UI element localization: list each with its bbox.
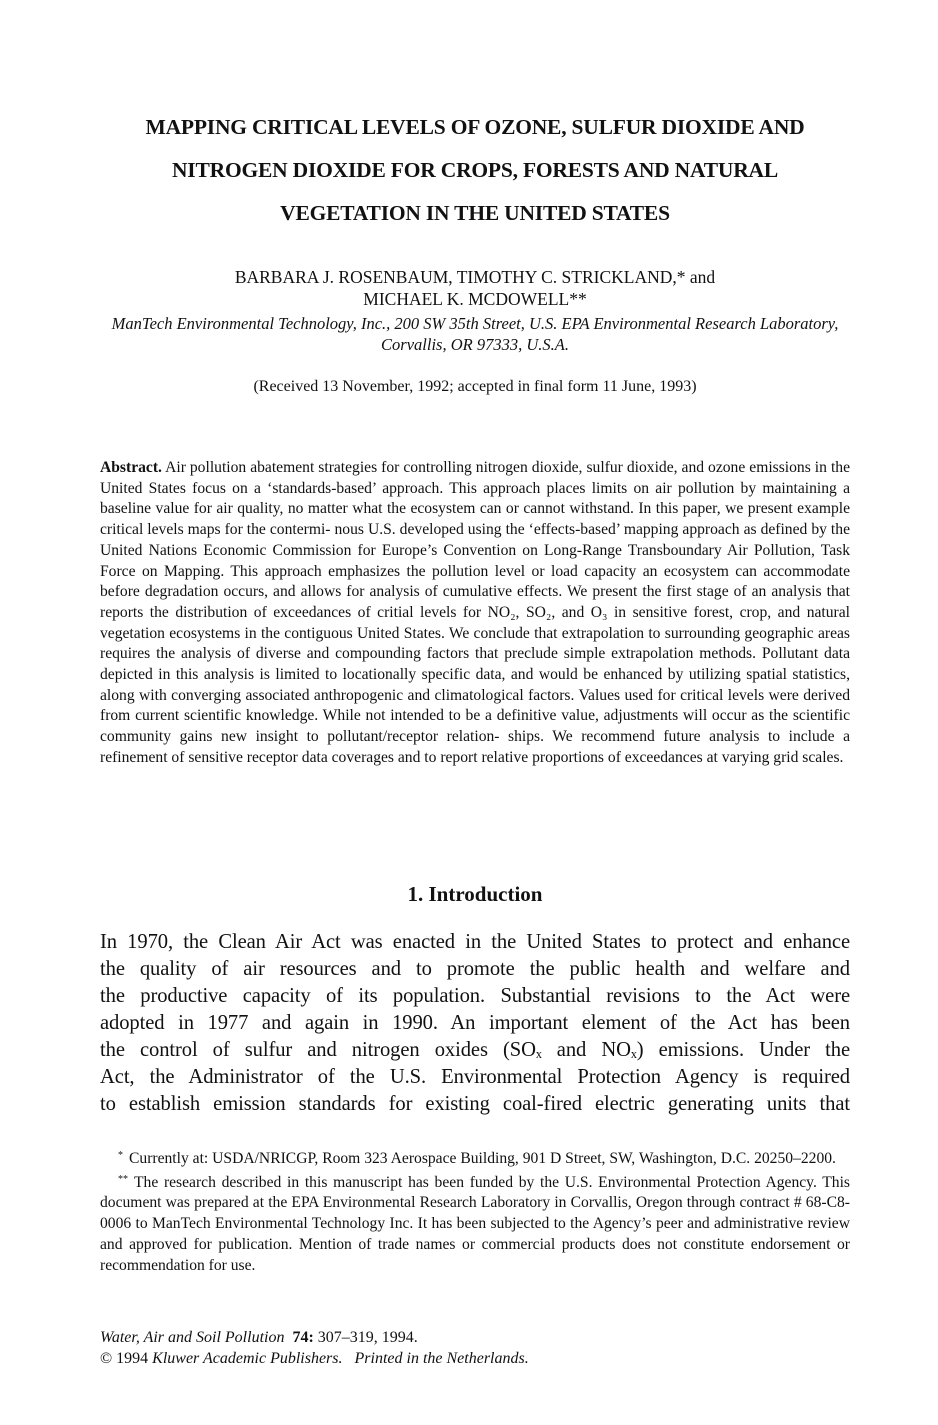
journal-pages: 307–319, 1994.: [317, 1329, 418, 1346]
journal-volume: 74:: [292, 1329, 314, 1346]
affiliation: ManTech Environmental Technology, Inc., 200 SW 35th Street, U.S. EPA Environmental Research Laboratory, Corvallis, OR 97333, U.S.A.: [111, 314, 839, 354]
printed-in: Printed in the Netherlands.: [354, 1350, 529, 1367]
journal-line-1: [100, 1327, 850, 1348]
intro-line: adopted in 1977 and again in 1990. An important element of the Act has been: [100, 1012, 850, 1034]
footnote-mark: **: [118, 1173, 128, 1185]
intro-line: Act, the Administrator of the U.S. Environmental Protection Agency is required: [100, 1066, 850, 1088]
footnote-text: The research described in this manuscript has been funded by the U.S. Environmental Protection Agency. This document was prepared at the EPA Environmental Research Laboratory in Corvallis, Oregon through contract # 68-C8-0006 to ManTech Environmental Technology Inc. It has been subjected to the Agency’s peer and administrative review and approved for publication. Mention of trade names or commercial products does not constitute endorsement or recommendation for use.: [100, 1173, 850, 1274]
journal-citation: [100, 1327, 850, 1369]
journal-line-2: [100, 1348, 850, 1369]
intro-line: to establish emission standards for existing coal-fired electric generating units that: [100, 1093, 850, 1115]
title-line-1: MAPPING CRITICAL LEVELS OF OZONE, SULFUR DIOXIDE AND: [145, 115, 805, 139]
section-heading-introduction: 1. Introduction: [407, 882, 543, 906]
title-line-3: VEGETATION IN THE UNITED STATES: [280, 201, 670, 225]
paper-title: [100, 106, 850, 235]
intro-line: the quality of air resources and to promote the public health and welfare and: [100, 958, 850, 980]
abstract: [100, 458, 850, 769]
copyright-year: 1994: [116, 1350, 149, 1367]
abstract-label: Abstract.: [100, 459, 162, 476]
title-line-2: NITROGEN DIOXIDE FOR CROPS, FORESTS AND NATURAL: [171, 158, 779, 182]
authors-line-1: BARBARA J. ROSENBAUM, TIMOTHY C. STRICKLAND,* and: [234, 267, 716, 287]
introduction-paragraph: [100, 929, 850, 1118]
publisher: Kluwer Academic Publishers.: [152, 1350, 343, 1367]
footnote-mark: *: [118, 1150, 123, 1161]
copyright-icon: ©: [100, 1350, 113, 1367]
footnote-text: Currently at: USDA/NRICGP, Room 323 Aerospace Building, 901 D Street, SW, Washington, D.C. 20250–2200.: [129, 1150, 836, 1167]
footnote-1: [100, 1146, 850, 1170]
intro-line: In 1970, the Clean Air Act was enacted in the United States to protect and enhance: [100, 931, 850, 953]
authors-line-2: MICHAEL K. MCDOWELL**: [363, 289, 587, 309]
authors: [100, 266, 850, 310]
journal-name: Water, Air and Soil Pollution: [100, 1329, 285, 1346]
received-dates: (Received 13 November, 1992; accepted in final form 11 June, 1993): [253, 378, 697, 395]
intro-line: the control of sulfur and nitrogen oxides (SOₓ and NOₓ) emissions. Under the: [100, 1039, 850, 1061]
intro-line: the productive capacity of its population. Substantial revisions to the Act were: [100, 985, 850, 1007]
footnotes: [100, 1146, 850, 1276]
abstract-text: Air pollution abatement strategies for controlling nitrogen dioxide, sulfur dioxide, and ozone emissions in the United States focus on a ‘standards-based’ approach. This approach places limits on air pollution by maintaining a baseline value for air quality, no matter what the ecosystem can or cannot withstand. In this paper, we present example critical levels maps for the contermi- nous U.S. developed using the ‘effects-based’ mapping approach as defined by the United Nations Economic Commission for Europe’s Convention on Long-Range Transboundary Air Pollution, Task Force on Mapping. This approach emphasizes the pollution level or load capacity an ecosystem can accommodate before degradation occurs, and allows for analysis of cumulative effects. We present the first stage of an analysis that reports the distribution of exceedances of critial levels for NO₂, SO₂, and O₃ in sensitive forest, crop, and natural vegetation ecosystems in the contiguous United States. We conclude that extrapolation to surrounding geographic areas requires the analysis of diverse and compounding factors that preclude simple extrapolation methods. Pollutant data depicted in this analysis is limited to locationally specific data, and would be enhanced by utilizing spatial statistics, along with converging associated anthropogenic and climatological factors. Values used for critical levels were derived from current scientific knowledge. While not intended to be a definitive value, adjustments will occur as the scientific community gains new insight to pollutant/receptor relation- ships. We recommend future analysis to include a refinement of sensitive receptor data coverages and to report relative proportions of exceedances at varying grid scales.: [100, 459, 850, 766]
footnote-2: [100, 1170, 850, 1277]
